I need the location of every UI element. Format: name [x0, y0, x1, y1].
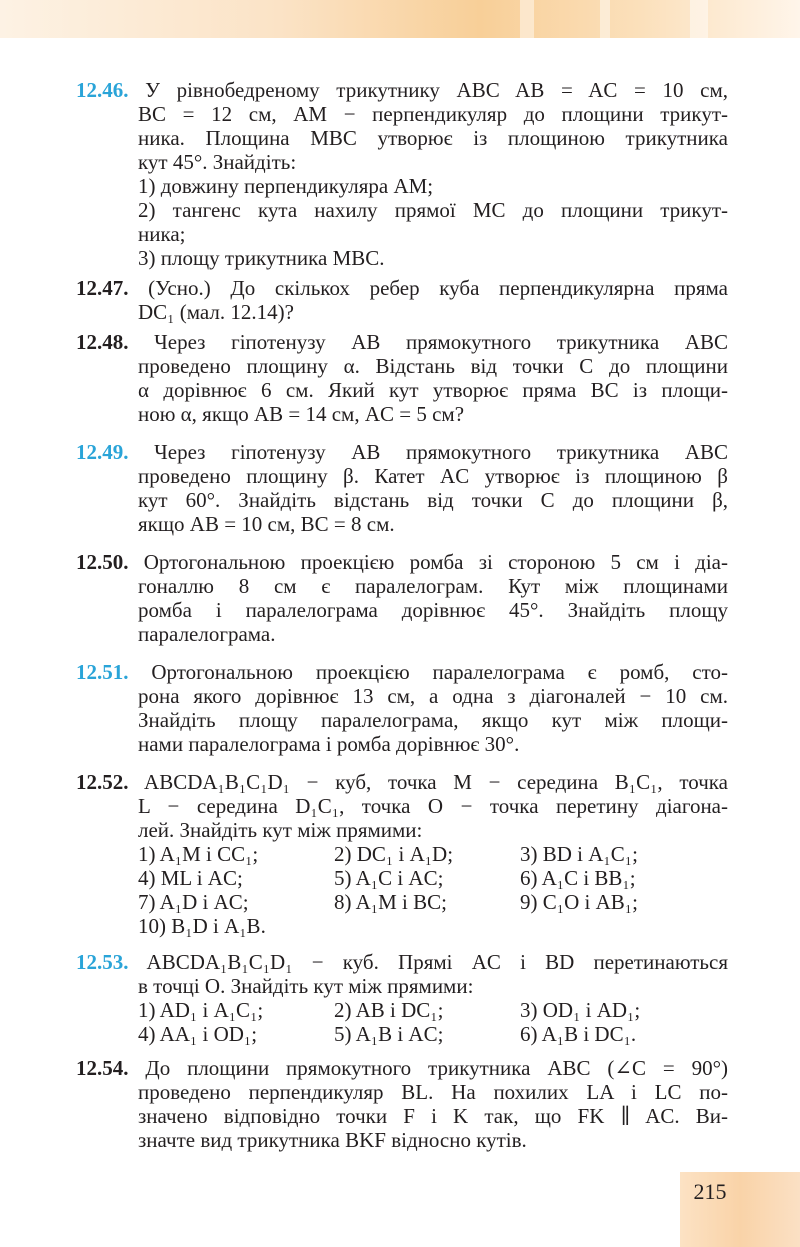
problem-text: нами паралелограма і ромба дорівнює 30°.: [138, 732, 520, 756]
subtask: 3) BD і A₁C₁;: [520, 842, 638, 866]
problem-12-49: [76, 440, 728, 536]
problem-text: Ортогональною проекцією паралелограма є ромб, сто-: [128, 660, 728, 684]
subtask-row: [76, 866, 728, 890]
problem-number: 12.50.: [76, 550, 129, 574]
problem-text: ABCDA₁B₁C₁D₁ − куб, точка M − середина B₁C₁, точка: [128, 770, 728, 794]
problem-12-51: [76, 660, 728, 756]
problem-text: значено відповідно точки F і K так, що FK ∥ AC. Ви-: [138, 1104, 728, 1128]
subtask: 4) ML і AC;: [138, 866, 243, 890]
problem-number: 12.49.: [76, 440, 129, 464]
problem-text: 2) тангенс кута нахилу прямої MC до площини трикут-: [138, 198, 728, 222]
problem-text: DC₁ (мал. 12.14)?: [138, 300, 294, 324]
problem-text: проведено площину α. Відстань від точки C до площини: [138, 354, 728, 378]
subtask-row: [76, 890, 728, 914]
problem-text: 3) площу трикутника MBC.: [138, 246, 385, 270]
subtask: 1) A₁M і CC₁;: [138, 842, 259, 866]
subtask-row: [76, 914, 728, 938]
problem-text: ника;: [138, 222, 186, 246]
problem-text: паралелограма.: [138, 622, 276, 646]
problem-text: якщо AB = 10 см, BC = 8 см.: [138, 512, 395, 536]
problem-12-52: [76, 770, 728, 938]
problem-number: 12.54.: [76, 1056, 129, 1080]
problem-12-54: [76, 1056, 728, 1152]
problem-text: ною α, якщо AB = 14 см, AC = 5 см?: [138, 402, 465, 426]
subtask-row: [76, 842, 728, 866]
problem-12-53: [76, 950, 728, 1046]
problem-text: Через гіпотенузу AB прямокутного трикутника ABC: [128, 440, 728, 464]
problem-text: Ортогональною проекцією ромба зі стороною 5 см і діа-: [128, 550, 728, 574]
subtask-row: [76, 1022, 728, 1046]
subtask: 6) A₁B і DC₁.: [520, 1022, 637, 1046]
problem-text: Знайдіть площу паралелограма, якщо кут між площи-: [138, 708, 728, 732]
problem-12-50: [76, 550, 728, 646]
problem-number: 12.53.: [76, 950, 129, 974]
problem-text: рона якого дорівнює 13 см, а одна з діагоналей − 10 см.: [138, 684, 728, 708]
problem-number: 12.52.: [76, 770, 129, 794]
subtask: 3) OD₁ і AD₁;: [520, 998, 641, 1022]
problem-text: проведено перпендикуляр BL. На похилих LA і LC по-: [138, 1080, 728, 1104]
problem-text: BC = 12 см, AM − перпендикуляр до площини трикут-: [138, 102, 728, 126]
problem-number: 12.51.: [76, 660, 129, 684]
problem-text: гоналлю 8 см є паралелограм. Кут між площинами: [138, 574, 728, 598]
problem-text: У рівнобедреному трикутнику ABC AB = AC = 10 см,: [128, 78, 728, 102]
problem-text: Через гіпотенузу AB прямокутного трикутника ABC: [128, 330, 728, 354]
page-number: 215: [693, 1179, 727, 1204]
problem-text: значте вид трикутника BKF відносно кутів.: [138, 1128, 527, 1152]
problem-12-46: [76, 78, 728, 270]
subtask: 6) A₁C і BB₁;: [520, 866, 636, 890]
problem-text: лей. Знайдіть кут між прямими:: [138, 818, 423, 842]
subtask: 5) A₁B і AC;: [334, 1022, 444, 1046]
subtask: 2) DC₁ і A₁D;: [334, 842, 454, 866]
problem-number: 12.46.: [76, 78, 129, 102]
problem-text: 1) довжину перпендикуляра AM;: [138, 174, 434, 198]
problem-12-48: [76, 330, 728, 426]
subtask: 2) AB і DC₁;: [334, 998, 444, 1022]
problem-12-47: [76, 276, 728, 324]
problem-text: в точці O. Знайдіть кут між прямими:: [138, 974, 474, 998]
subtask: 10) B₁D і A₁B.: [138, 914, 266, 938]
top-decorative-band: [0, 0, 800, 38]
problem-text: ника. Площина MBC утворює із площиною трикутника: [138, 126, 728, 150]
subtask: 9) C₁O і AB₁;: [520, 890, 638, 914]
problem-text: кут 45°. Знайдіть:: [138, 150, 297, 174]
subtask: 7) A₁D і AC;: [138, 890, 249, 914]
problem-text: ABCDA₁B₁C₁D₁ − куб. Прямі AC і BD перетинаються: [128, 950, 728, 974]
problem-number: 12.48.: [76, 330, 129, 354]
subtask: 8) A₁M і BC;: [334, 890, 447, 914]
subtask: 1) AD₁ і A₁C₁;: [138, 998, 264, 1022]
problem-number: 12.47.: [76, 276, 129, 300]
problem-text: До площини прямокутного трикутника ABC (∠C = 90°): [128, 1056, 728, 1080]
problem-text: (Усно.) До скількох ребер куба перпендикулярна пряма: [128, 276, 728, 300]
problem-text: α дорівнює 6 см. Який кут утворює пряма BC із площи-: [138, 378, 728, 402]
subtask: 4) AA₁ і OD₁;: [138, 1022, 258, 1046]
problem-text: кут 60°. Знайдіть відстань від точки C до площини β,: [138, 488, 728, 512]
subtask: 5) A₁C і AC;: [334, 866, 444, 890]
subtask-row: [76, 998, 728, 1022]
problem-text: проведено площину β. Катет AC утворює із площиною β: [138, 464, 728, 488]
problem-text: ромба і паралелограма дорівнює 45°. Знайдіть площу: [138, 598, 728, 622]
problem-text: L − середина D₁C₁, точка O − точка перетину діагона-: [138, 794, 728, 818]
